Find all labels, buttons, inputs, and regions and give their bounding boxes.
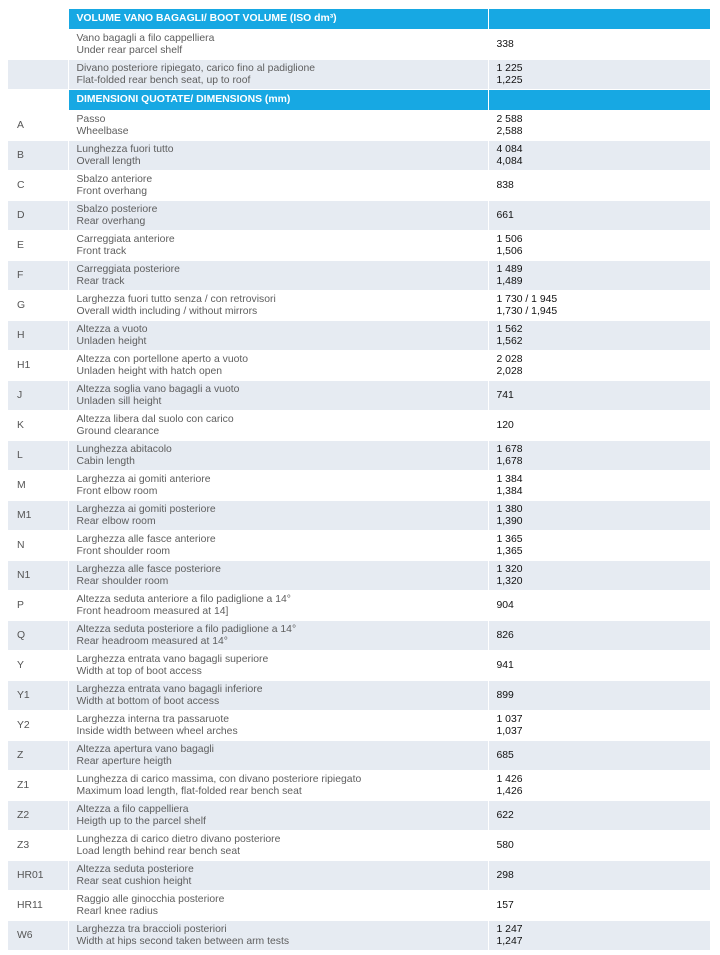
table-row xyxy=(8,711,710,741)
table-row xyxy=(8,501,710,531)
dimension-code: Y xyxy=(8,651,68,681)
value-primary: 298 xyxy=(496,869,514,881)
dimension-code: J xyxy=(8,381,68,411)
value-primary: 622 xyxy=(496,809,514,821)
dimension-code: HR11 xyxy=(8,891,68,921)
description-english: Rear elbow room xyxy=(76,515,156,527)
description-italian: Larghezza entrata vano bagagli superiore xyxy=(76,654,269,665)
description-english: Cabin length xyxy=(76,455,135,467)
dimension-value xyxy=(488,591,710,621)
section-header-spacer xyxy=(8,90,68,111)
dimension-description xyxy=(68,441,488,471)
description-italian: Larghezza fuori tutto senza / con retrovisori xyxy=(76,294,276,305)
description-english: Front track xyxy=(76,245,127,257)
description-english: Front elbow room xyxy=(76,485,158,497)
description-italian: Sbalzo posteriore xyxy=(76,204,158,215)
dimension-code: H1 xyxy=(8,351,68,381)
dimension-value xyxy=(488,291,710,321)
value-primary: 1 225 xyxy=(496,63,523,74)
dimension-description xyxy=(68,231,488,261)
value-primary: 2 028 xyxy=(496,354,523,365)
dimension-value xyxy=(488,261,710,291)
value-secondary: 1,730 / 1,945 xyxy=(496,305,558,317)
dimension-code: M1 xyxy=(8,501,68,531)
description-english: Overall length xyxy=(76,155,141,167)
dimension-code: Q xyxy=(8,621,68,651)
dimension-value xyxy=(488,231,710,261)
table-row xyxy=(8,921,710,951)
table-row xyxy=(8,441,710,471)
dimension-code: H xyxy=(8,321,68,351)
dimension-description xyxy=(68,381,488,411)
description-italian: Altezza apertura vano bagagli xyxy=(76,744,214,755)
dimension-value xyxy=(488,60,710,90)
dimension-value xyxy=(488,831,710,861)
dimension-value xyxy=(488,861,710,891)
dimension-value xyxy=(488,651,710,681)
description-english: Wheelbase xyxy=(76,125,129,137)
description-italian: Sbalzo anteriore xyxy=(76,174,153,185)
description-english: Heigth up to the parcel shelf xyxy=(76,815,206,827)
dimension-description xyxy=(68,141,488,171)
description-english: Flat-folded rear bench seat, up to roof xyxy=(76,74,251,86)
description-english: Unladen height xyxy=(76,335,147,347)
value-primary: 1 678 xyxy=(496,444,523,455)
dimension-value xyxy=(488,891,710,921)
description-english: Ground clearance xyxy=(76,425,160,437)
description-english: Rear track xyxy=(76,275,125,287)
dimension-description xyxy=(68,651,488,681)
dimension-value xyxy=(488,531,710,561)
description-italian: Larghezza alle fasce posteriore xyxy=(76,564,221,575)
table-row xyxy=(8,621,710,651)
section-header-spacer xyxy=(8,9,68,30)
value-primary: 685 xyxy=(496,749,514,761)
dimension-description xyxy=(68,741,488,771)
value-primary: 1 380 xyxy=(496,504,523,515)
description-italian: Altezza a filo cappelliera xyxy=(76,804,189,815)
dimension-description xyxy=(68,891,488,921)
table-row xyxy=(8,651,710,681)
section-header xyxy=(8,9,710,30)
table-row xyxy=(8,291,710,321)
dimension-code: Z2 xyxy=(8,801,68,831)
value-primary: 941 xyxy=(496,659,514,671)
description-english: Inside width between wheel arches xyxy=(76,725,238,737)
dimension-description xyxy=(68,291,488,321)
dimension-description xyxy=(68,921,488,951)
dimension-description xyxy=(68,501,488,531)
description-italian: Larghezza ai gomiti anteriore xyxy=(76,474,211,485)
dimension-description xyxy=(68,471,488,501)
section-header-value-cell xyxy=(488,9,710,30)
description-english: Rear headroom measured at 14° xyxy=(76,635,228,647)
value-secondary: 1,426 xyxy=(496,785,523,797)
description-english: Overall width including / without mirrors xyxy=(76,305,258,317)
table-row xyxy=(8,861,710,891)
value-primary: 661 xyxy=(496,209,514,221)
value-primary: 741 xyxy=(496,389,514,401)
section-title: VOLUME VANO BAGAGLI/ BOOT VOLUME (ISO dm³) xyxy=(68,9,488,30)
table-row xyxy=(8,561,710,591)
description-italian: Altezza seduta anteriore a filo padiglione a 14° xyxy=(76,594,291,605)
dimension-value xyxy=(488,30,710,60)
table-row xyxy=(8,261,710,291)
dimension-code: Z1 xyxy=(8,771,68,801)
spec-sheet xyxy=(8,9,710,951)
dimension-code: A xyxy=(8,111,68,141)
description-italian: Larghezza alle fasce anteriore xyxy=(76,534,216,545)
dimension-description xyxy=(68,201,488,231)
description-italian: Passo xyxy=(76,114,106,125)
table-row xyxy=(8,741,710,771)
section-title: DIMENSIONI QUOTATE/ DIMENSIONS (mm) xyxy=(68,90,488,111)
value-secondary: 1,037 xyxy=(496,725,523,737)
description-italian: Carreggiata anteriore xyxy=(76,234,175,245)
dimension-description xyxy=(68,591,488,621)
table-row xyxy=(8,141,710,171)
section-header xyxy=(8,90,710,111)
description-english: Maximum load length, flat-folded rear bench seat xyxy=(76,785,302,797)
dimension-code: F xyxy=(8,261,68,291)
dimension-description xyxy=(68,801,488,831)
table-row xyxy=(8,171,710,201)
description-english: Width at hips second taken between arm tests xyxy=(76,935,290,947)
value-secondary: 1,489 xyxy=(496,275,523,287)
description-english: Rear seat cushion height xyxy=(76,875,192,887)
description-english: Rear overhang xyxy=(76,215,146,227)
spec-table-body xyxy=(8,9,710,951)
dimension-value xyxy=(488,381,710,411)
dimension-value xyxy=(488,201,710,231)
dimension-value xyxy=(488,801,710,831)
value-secondary: 1,225 xyxy=(496,74,523,86)
value-primary: 1 489 xyxy=(496,264,523,275)
description-italian: Larghezza interna tra passaruote xyxy=(76,714,229,725)
dimension-description xyxy=(68,171,488,201)
table-row xyxy=(8,111,710,141)
description-english: Front shoulder room xyxy=(76,545,171,557)
dimension-code: Z3 xyxy=(8,831,68,861)
description-italian: Larghezza tra braccioli posteriori xyxy=(76,924,227,935)
table-row xyxy=(8,321,710,351)
value-secondary: 2,028 xyxy=(496,365,523,377)
description-italian: Altezza seduta posteriore a filo padiglione a 14° xyxy=(76,624,297,635)
dimension-code: D xyxy=(8,201,68,231)
description-english: Unladen sill height xyxy=(76,395,162,407)
dimension-code: K xyxy=(8,411,68,441)
dimension-code: HR01 xyxy=(8,861,68,891)
value-primary: 2 588 xyxy=(496,114,523,125)
value-secondary: 1,506 xyxy=(496,245,523,257)
dimension-code: Y2 xyxy=(8,711,68,741)
description-italian: Lunghezza di carico massima, con divano posteriore ripiegato xyxy=(76,774,362,785)
dimension-value xyxy=(488,561,710,591)
table-row xyxy=(8,60,710,90)
value-secondary: 1,678 xyxy=(496,455,523,467)
value-primary: 1 506 xyxy=(496,234,523,245)
value-secondary: 1,365 xyxy=(496,545,523,557)
dimension-description xyxy=(68,261,488,291)
dimension-code: N1 xyxy=(8,561,68,591)
value-secondary: 1,562 xyxy=(496,335,523,347)
value-secondary: 1,384 xyxy=(496,485,523,497)
dimension-code: C xyxy=(8,171,68,201)
value-secondary: 2,588 xyxy=(496,125,523,137)
dimension-description xyxy=(68,831,488,861)
dimension-description xyxy=(68,351,488,381)
dimension-value xyxy=(488,771,710,801)
table-row xyxy=(8,30,710,60)
description-italian: Larghezza entrata vano bagagli inferiore xyxy=(76,684,263,695)
value-primary: 120 xyxy=(496,419,514,431)
dimension-value xyxy=(488,921,710,951)
value-primary: 904 xyxy=(496,599,514,611)
description-english: Width at bottom of boot access xyxy=(76,695,220,707)
value-primary: 1 247 xyxy=(496,924,523,935)
dimension-description xyxy=(68,681,488,711)
description-english: Front overhang xyxy=(76,185,147,197)
dimension-description xyxy=(68,111,488,141)
value-primary: 580 xyxy=(496,839,514,851)
dimension-description xyxy=(68,30,488,60)
value-primary: 1 037 xyxy=(496,714,523,725)
value-primary: 1 562 xyxy=(496,324,523,335)
table-row xyxy=(8,831,710,861)
description-italian: Divano posteriore ripiegato, carico fino al padiglione xyxy=(76,63,316,74)
dimension-code: P xyxy=(8,591,68,621)
value-primary: 1 320 xyxy=(496,564,523,575)
description-english: Rear aperture heigth xyxy=(76,755,172,767)
description-italian: Altezza libera dal suolo con carico xyxy=(76,414,234,425)
description-italian: Larghezza ai gomiti posteriore xyxy=(76,504,216,515)
table-row xyxy=(8,411,710,441)
table-row xyxy=(8,771,710,801)
dimension-value xyxy=(488,111,710,141)
description-english: Load length behind rear bench seat xyxy=(76,845,240,857)
value-primary: 338 xyxy=(496,38,514,50)
dimension-code: W6 xyxy=(8,921,68,951)
description-english: Width at top of boot access xyxy=(76,665,202,677)
dimension-code xyxy=(8,30,68,60)
value-secondary: 1,320 xyxy=(496,575,523,587)
description-italian: Lunghezza fuori tutto xyxy=(76,144,174,155)
dimension-value xyxy=(488,141,710,171)
dimension-description xyxy=(68,621,488,651)
table-row xyxy=(8,471,710,501)
table-row xyxy=(8,681,710,711)
dimension-value xyxy=(488,741,710,771)
dimension-description xyxy=(68,411,488,441)
dimension-code: Y1 xyxy=(8,681,68,711)
table-row xyxy=(8,801,710,831)
description-italian: Altezza seduta posteriore xyxy=(76,864,194,875)
dimension-description xyxy=(68,561,488,591)
table-row xyxy=(8,351,710,381)
description-english: Rear shoulder room xyxy=(76,575,169,587)
section-header-value-cell xyxy=(488,90,710,111)
value-primary: 1 730 / 1 945 xyxy=(496,294,558,305)
dimension-description xyxy=(68,861,488,891)
dimension-value xyxy=(488,441,710,471)
description-italian: Vano bagagli a filo cappelliera xyxy=(76,33,215,44)
dimension-value xyxy=(488,681,710,711)
dimension-code: L xyxy=(8,441,68,471)
dimension-code: N xyxy=(8,531,68,561)
description-english: Under rear parcel shelf xyxy=(76,44,183,56)
dimension-value xyxy=(488,621,710,651)
value-primary: 838 xyxy=(496,179,514,191)
dimension-description xyxy=(68,771,488,801)
description-italian: Carreggiata posteriore xyxy=(76,264,180,275)
value-secondary: 1,247 xyxy=(496,935,523,947)
value-primary: 1 426 xyxy=(496,774,523,785)
dimension-code: M xyxy=(8,471,68,501)
table-row xyxy=(8,891,710,921)
dimension-code xyxy=(8,60,68,90)
value-primary: 899 xyxy=(496,689,514,701)
description-italian: Altezza a vuoto xyxy=(76,324,148,335)
value-primary: 1 365 xyxy=(496,534,523,545)
dimension-value xyxy=(488,501,710,531)
dimension-description xyxy=(68,531,488,561)
table-row xyxy=(8,531,710,561)
description-english: Front headroom measured at 14] xyxy=(76,605,229,617)
value-secondary: 4,084 xyxy=(496,155,523,167)
dimension-value xyxy=(488,321,710,351)
dimension-code: E xyxy=(8,231,68,261)
value-secondary: 1,390 xyxy=(496,515,523,527)
description-italian: Lunghezza abitacolo xyxy=(76,444,172,455)
value-primary: 826 xyxy=(496,629,514,641)
dimension-value xyxy=(488,411,710,441)
description-english: Rearl knee radius xyxy=(76,905,158,917)
dimension-code: G xyxy=(8,291,68,321)
description-italian: Altezza soglia vano bagagli a vuoto xyxy=(76,384,240,395)
dimension-value xyxy=(488,711,710,741)
value-primary: 4 084 xyxy=(496,144,523,155)
dimension-code: B xyxy=(8,141,68,171)
table-row xyxy=(8,381,710,411)
spec-table xyxy=(8,9,710,951)
dimension-value xyxy=(488,471,710,501)
dimension-description xyxy=(68,60,488,90)
table-row xyxy=(8,231,710,261)
table-row xyxy=(8,591,710,621)
table-row xyxy=(8,201,710,231)
description-italian: Altezza con portellone aperto a vuoto xyxy=(76,354,249,365)
dimension-description xyxy=(68,711,488,741)
dimension-description xyxy=(68,321,488,351)
dimension-code: Z xyxy=(8,741,68,771)
dimension-value xyxy=(488,171,710,201)
dimension-value xyxy=(488,351,710,381)
value-primary: 1 384 xyxy=(496,474,523,485)
description-italian: Raggio alle ginocchia posteriore xyxy=(76,894,225,905)
description-english: Unladen height with hatch open xyxy=(76,365,223,377)
description-italian: Lunghezza di carico dietro divano posteriore xyxy=(76,834,281,845)
value-primary: 157 xyxy=(496,899,514,911)
